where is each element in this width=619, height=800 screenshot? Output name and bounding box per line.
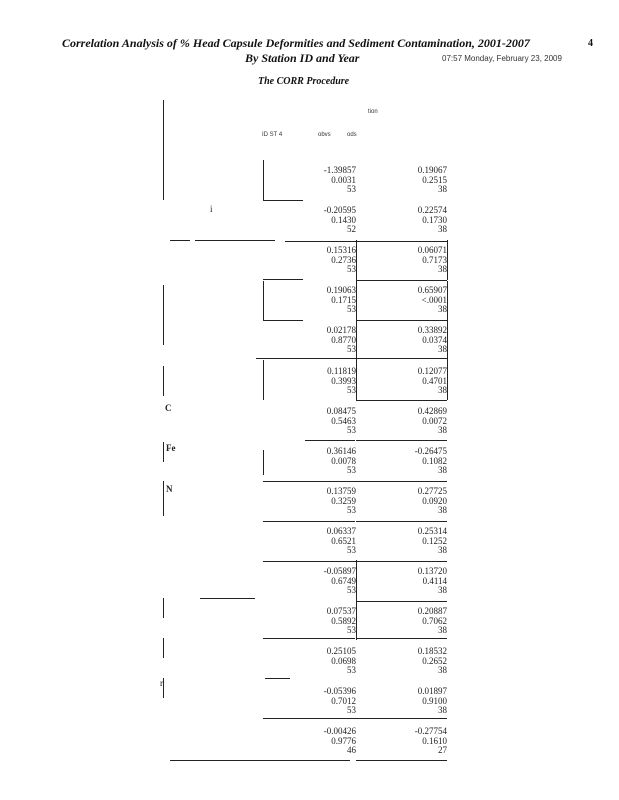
cell-n: 38: [438, 585, 447, 595]
table-cell-col-a: [296, 687, 356, 716]
cell-pvalue: 0.7062: [422, 615, 447, 626]
cell-pvalue: 0.9776: [331, 735, 356, 746]
table-rule: [170, 240, 190, 241]
table-rule: [163, 678, 164, 698]
table-cell-col-b: [387, 286, 447, 315]
cell-coef: -0.00426: [323, 726, 356, 736]
cell-pvalue: 0.9100: [422, 695, 447, 706]
cell-pvalue: 0.1715: [331, 294, 356, 305]
table-rule: [447, 240, 448, 280]
table-cell-col-a: [296, 246, 356, 275]
cell-pvalue: 0.6749: [331, 575, 356, 586]
cell-coef: -0.26475: [414, 446, 447, 456]
cell-n: 53: [347, 505, 356, 515]
cell-coef: 0.25314: [417, 526, 447, 536]
table-rule: [265, 678, 290, 679]
cell-coef: 0.11819: [327, 366, 356, 376]
table-cell-col-b: [387, 367, 447, 396]
table-rule: [263, 360, 264, 400]
cell-coef: 0.08475: [326, 406, 356, 416]
cell-coef: 0.19063: [326, 285, 356, 295]
cell-n: 53: [347, 545, 356, 555]
table-rule: [163, 481, 164, 516]
cell-n: 38: [438, 344, 447, 354]
row-label-fragment: C: [165, 403, 172, 413]
cell-coef: -1.39857: [323, 165, 356, 175]
cell-coef: 0.12077: [417, 366, 447, 376]
table-cell-col-a: [296, 607, 356, 636]
table-rule: [163, 598, 164, 618]
table-rule: [163, 366, 164, 396]
cell-pvalue: 0.5463: [331, 415, 356, 426]
cell-coef: 0.18532: [417, 646, 447, 656]
table-cell-col-a: [296, 326, 356, 355]
table-cell-col-b: [387, 647, 447, 676]
cell-pvalue: 0.1252: [422, 535, 447, 546]
cell-coef: -0.05897: [323, 566, 356, 576]
table-rule: [447, 320, 448, 360]
table-rule: [256, 358, 447, 359]
table-rule: [356, 760, 447, 761]
header-fragment-left: ID ST 4: [262, 132, 283, 138]
header-fragment-mid: obvs: [318, 132, 331, 138]
cell-pvalue: 0.1082: [422, 455, 447, 466]
table-rule: [356, 320, 357, 360]
table-cell-col-a: [296, 727, 356, 756]
row-label-fragment: i: [210, 204, 213, 214]
table-rule: [356, 521, 447, 522]
row-label-fragment: N: [166, 484, 173, 494]
cell-n: 53: [347, 625, 356, 635]
cell-pvalue: 0.0698: [331, 655, 356, 666]
table-rule: [195, 240, 275, 241]
cell-n: 38: [438, 224, 447, 234]
cell-coef: 0.01897: [417, 686, 447, 696]
table-rule: [356, 281, 357, 321]
table-cell-col-b: [387, 687, 447, 716]
cell-coef: 0.65907: [417, 285, 447, 295]
table-rule: [163, 285, 164, 345]
table-rule: [163, 100, 164, 200]
table-rule: [285, 241, 447, 242]
cell-n: 38: [438, 545, 447, 555]
row-label-fragment: r: [160, 678, 163, 688]
report-title-line1: Correlation Analysis of % Head Capsule Deformities and Sediment Contamination, 2001-2007: [62, 36, 530, 50]
table-cell-col-b: [387, 166, 447, 195]
cell-pvalue: 0.7173: [422, 254, 447, 265]
table-rule: [447, 360, 448, 400]
table-rule: [356, 240, 357, 280]
table-rule: [356, 600, 357, 640]
cell-n: 53: [347, 465, 356, 475]
cell-pvalue: 0.1610: [422, 735, 447, 746]
cell-pvalue: 0.2652: [422, 655, 447, 666]
table-rule: [263, 281, 264, 321]
table-rule: [163, 442, 164, 462]
table-rule: [263, 481, 447, 482]
cell-coef: -0.05396: [323, 686, 356, 696]
table-cell-col-a: [296, 286, 356, 315]
cell-pvalue: 0.3259: [331, 495, 356, 506]
cell-coef: 0.19067: [417, 165, 447, 175]
table-rule: [263, 718, 447, 719]
cell-n: 38: [438, 665, 447, 675]
cell-n: 38: [438, 425, 447, 435]
table-rule: [356, 400, 447, 401]
cell-coef: 0.20887: [417, 606, 447, 616]
cell-n: 52: [347, 224, 356, 234]
cell-pvalue: 0.4701: [422, 375, 447, 386]
table-rule: [263, 279, 303, 280]
table-cell-col-a: [296, 407, 356, 436]
table-cell-col-a: [296, 166, 356, 195]
table-rule: [263, 638, 355, 639]
cell-coef: 0.06337: [326, 526, 356, 536]
table-cell-col-b: [387, 206, 447, 235]
cell-n: 38: [438, 705, 447, 715]
cell-coef: 0.42869: [417, 406, 447, 416]
cell-n: 38: [438, 385, 447, 395]
table-rule: [447, 281, 448, 321]
report-title-line2: By Station ID and Year: [245, 51, 360, 65]
table-cell-col-b: [387, 407, 447, 436]
table-rule: [356, 560, 357, 600]
table-rule: [356, 638, 447, 639]
cell-pvalue: 0.0920: [422, 495, 447, 506]
cell-pvalue: 0.3993: [331, 375, 356, 386]
table-rule: [163, 638, 164, 658]
table-cell-col-b: [387, 487, 447, 516]
cell-n: 38: [438, 625, 447, 635]
table-cell-col-a: [296, 647, 356, 676]
header-fragment-top: tion: [368, 109, 378, 115]
cell-n: 53: [347, 184, 356, 194]
cell-pvalue: 0.6521: [331, 535, 356, 546]
table-rule: [356, 601, 447, 602]
cell-n: 53: [347, 264, 356, 274]
table-cell-col-b: [387, 567, 447, 596]
table-cell-col-a: [296, 367, 356, 396]
run-timestamp: 07:57 Monday, February 23, 2009: [442, 54, 562, 63]
cell-n: 38: [438, 184, 447, 194]
cell-n: 53: [347, 425, 356, 435]
cell-coef: 0.15316: [326, 245, 356, 255]
cell-coef: -0.20595: [323, 205, 356, 215]
table-rule: [263, 160, 264, 200]
cell-n: 38: [438, 505, 447, 515]
table-rule: [356, 280, 447, 281]
table-cell-col-a: [296, 487, 356, 516]
cell-pvalue: 0.0078: [331, 455, 356, 466]
table-cell-col-b: [387, 527, 447, 556]
cell-n: 53: [347, 304, 356, 314]
cell-coef: 0.36146: [326, 446, 356, 456]
cell-coef: 0.07537: [326, 606, 356, 616]
cell-n: 53: [347, 385, 356, 395]
cell-n: 38: [438, 304, 447, 314]
cell-n: 38: [438, 264, 447, 274]
cell-pvalue: 0.8770: [331, 334, 356, 345]
table-rule: [200, 598, 255, 599]
table-cell-col-b: [387, 607, 447, 636]
cell-pvalue: 0.1730: [422, 214, 447, 225]
cell-n: 53: [347, 665, 356, 675]
table-rule: [356, 440, 447, 441]
row-label-fragment: Fe: [166, 443, 176, 453]
cell-coef: 0.13759: [326, 486, 356, 496]
page-number: 4: [588, 38, 593, 49]
table-rule: [356, 360, 357, 400]
table-rule: [305, 440, 355, 441]
cell-pvalue: 0.1430: [331, 214, 356, 225]
table-rule: [263, 561, 447, 562]
header-fragment-right: ods: [347, 132, 357, 138]
cell-n: 38: [438, 465, 447, 475]
cell-n: 46: [347, 745, 356, 755]
cell-pvalue: 0.0374: [422, 334, 447, 345]
cell-coef: 0.06071: [417, 245, 447, 255]
table-cell-col-a: [296, 206, 356, 235]
cell-n: 53: [347, 705, 356, 715]
cell-coef: 0.13720: [417, 566, 447, 576]
cell-pvalue: 0.0072: [422, 415, 447, 426]
cell-coef: 0.02178: [326, 325, 356, 335]
procedure-title: The CORR Procedure: [258, 76, 350, 87]
cell-pvalue: 0.5892: [331, 615, 356, 626]
cell-coef: 0.33892: [417, 325, 447, 335]
table-rule: [356, 320, 447, 321]
table-rule: [263, 320, 303, 321]
cell-coef: 0.22574: [417, 205, 447, 215]
table-cell-col-a: [296, 527, 356, 556]
table-cell-col-a: [296, 567, 356, 596]
table-rule: [263, 200, 303, 201]
table-cell-col-b: [387, 727, 447, 756]
cell-pvalue: 0.2736: [331, 254, 356, 265]
cell-n: 27: [438, 745, 447, 755]
table-cell-col-b: [387, 326, 447, 355]
cell-coef: -0.27754: [414, 726, 447, 736]
cell-coef: 0.27725: [417, 486, 447, 496]
table-cell-col-b: [387, 447, 447, 476]
cell-n: 53: [347, 585, 356, 595]
cell-pvalue: 0.4114: [422, 575, 447, 586]
cell-n: 53: [347, 344, 356, 354]
table-rule: [263, 521, 355, 522]
cell-pvalue: <.0001: [421, 294, 447, 305]
table-rule: [263, 450, 264, 475]
table-cell-col-b: [387, 246, 447, 275]
cell-pvalue: 0.7012: [331, 695, 356, 706]
cell-pvalue: 0.2515: [422, 174, 447, 185]
cell-coef: 0.25105: [326, 646, 356, 656]
table-rule: [170, 760, 350, 761]
table-cell-col-a: [296, 447, 356, 476]
cell-pvalue: 0.0031: [331, 174, 356, 185]
